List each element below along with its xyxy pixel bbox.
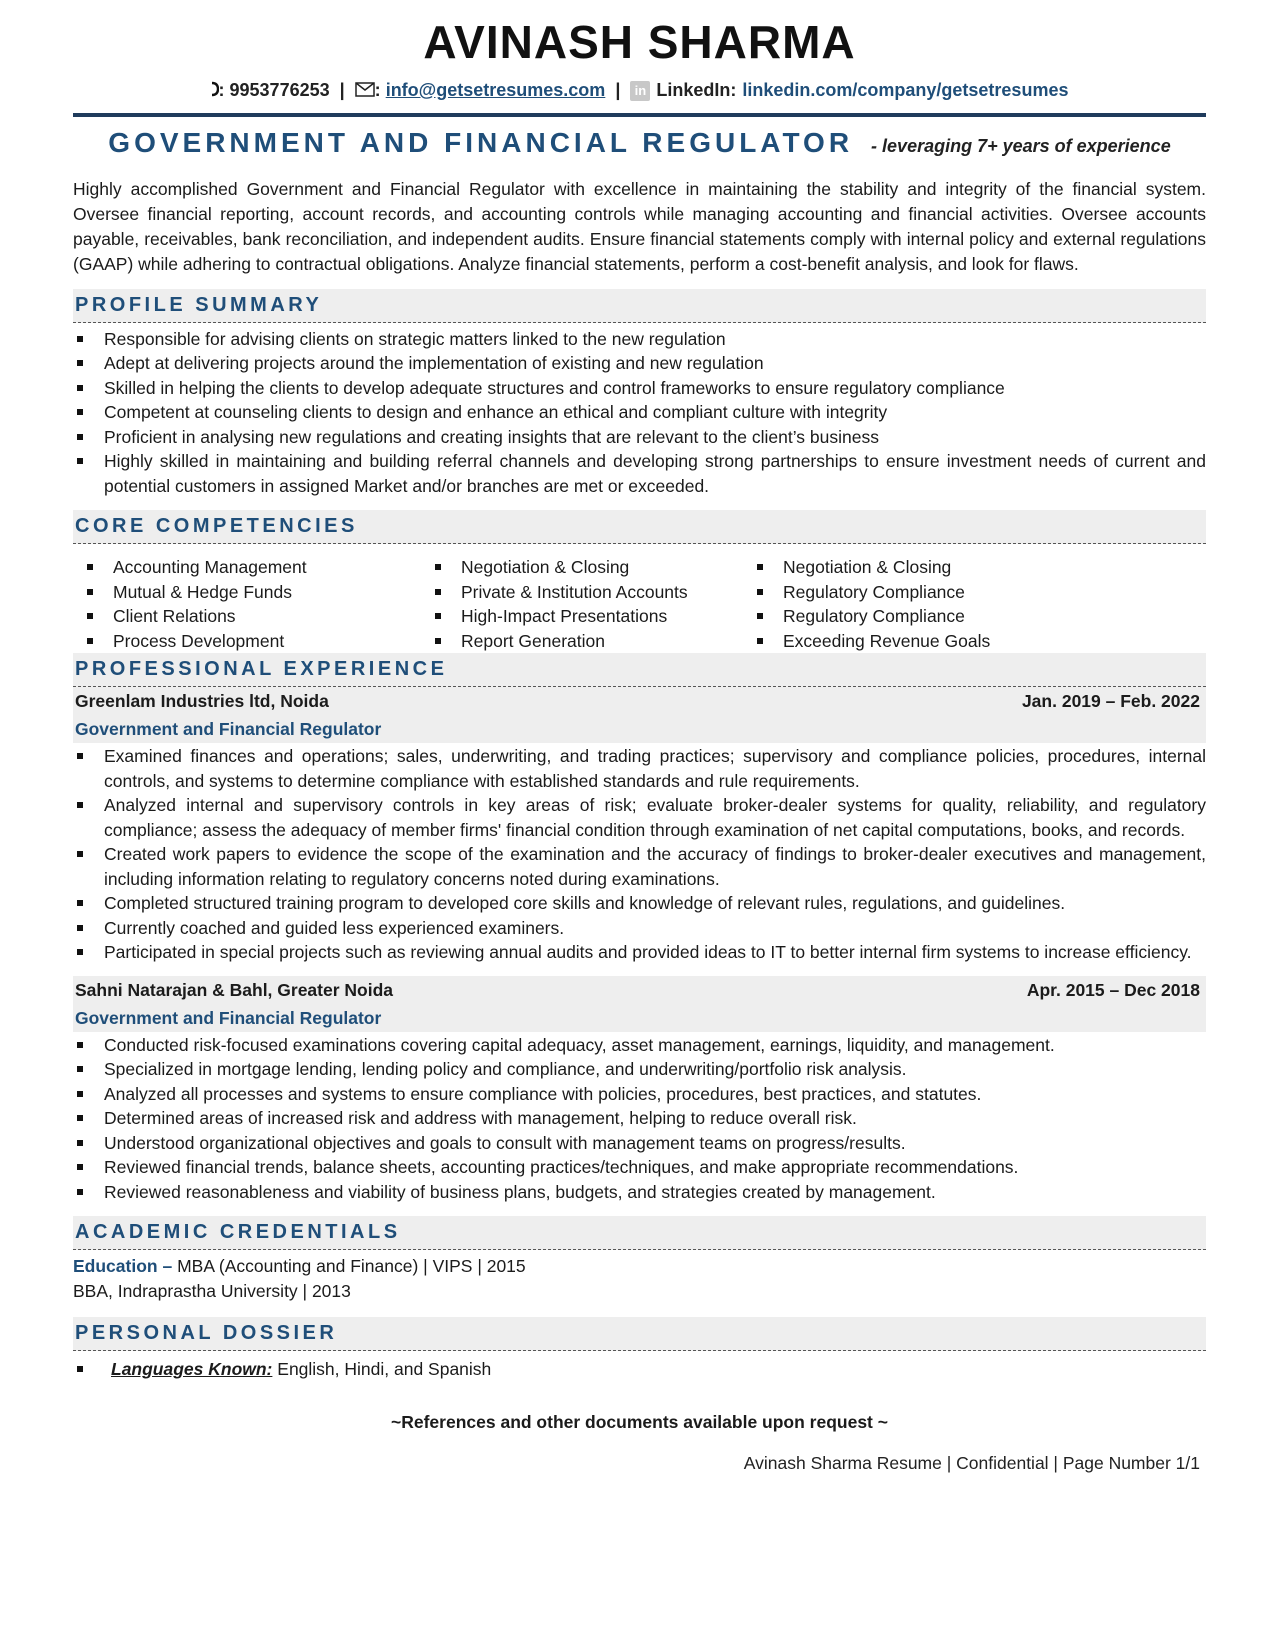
section-heading-professional-experience: PROFESSIONAL EXPERIENCE bbox=[73, 653, 1206, 687]
education-degree-1: MBA (Accounting and Finance) | VIPS | 2015 bbox=[177, 1256, 526, 1277]
competencies-grid bbox=[73, 555, 1206, 653]
job-title: GOVERNMENT AND FINANCIAL REGULATOR bbox=[108, 126, 854, 158]
profile-summary-list bbox=[73, 327, 1206, 499]
competency-item: Exceeding Revenue Goals bbox=[743, 629, 990, 654]
competency-item: Process Development bbox=[73, 629, 421, 654]
competencies-column-2 bbox=[421, 555, 743, 653]
job-dates: Apr. 2015 – Dec 2018 bbox=[1026, 979, 1200, 1000]
email-link[interactable]: info@getsetresumes.com bbox=[385, 80, 606, 100]
competency-item: High-Impact Presentations bbox=[421, 604, 743, 629]
header-divider bbox=[73, 113, 1206, 117]
education-entry bbox=[73, 1254, 1206, 1303]
email-entry bbox=[355, 80, 606, 102]
envelope-icon bbox=[355, 81, 375, 102]
job-duties-list bbox=[73, 744, 1206, 965]
competencies-column-1 bbox=[73, 555, 421, 653]
competencies-column-3 bbox=[743, 555, 990, 653]
resume-page bbox=[73, 0, 1206, 1474]
list-item: Specialized in mortgage lending, lending policy and compliance, and underwriting/portfolio risk analysis. bbox=[73, 1057, 1206, 1082]
list-item bbox=[73, 1357, 1206, 1382]
contact-line bbox=[73, 80, 1206, 102]
competency-item: Client Relations bbox=[73, 604, 421, 629]
job-dates: Jan. 2019 – Feb. 2022 bbox=[1021, 691, 1200, 712]
phone-icon bbox=[211, 81, 219, 102]
competency-item: Report Generation bbox=[421, 629, 743, 654]
linkedin-link[interactable]: linkedin.com/company/getsetresumes bbox=[742, 80, 1069, 101]
competency-item: Mutual & Hedge Funds bbox=[73, 580, 421, 605]
phone-entry bbox=[211, 80, 330, 102]
job-header bbox=[73, 976, 1206, 1004]
tagline: - leveraging 7+ years of experience bbox=[871, 135, 1171, 156]
list-item: Adept at delivering projects around the implementation of existing and new regulation bbox=[73, 351, 1206, 376]
candidate-name: AVINASH SHARMA bbox=[423, 16, 856, 68]
competency-item: Negotiation & Closing bbox=[421, 555, 743, 580]
list-item: Understood organizational objectives and goals to consult with management teams on progress/results. bbox=[73, 1131, 1206, 1156]
competency-item: Negotiation & Closing bbox=[743, 555, 990, 580]
section-heading-personal-dossier: PERSONAL DOSSIER bbox=[73, 1317, 1206, 1351]
section-heading-profile-summary: PROFILE SUMMARY bbox=[73, 289, 1206, 323]
email-label: : bbox=[374, 80, 381, 100]
linkedin-label: LinkedIn: bbox=[656, 80, 737, 101]
competency-item: Regulatory Compliance bbox=[743, 580, 990, 605]
headline bbox=[73, 127, 1206, 159]
list-item: Conducted risk-focused examinations covering capital adequacy, asset management, earnings, liquidity, and management. bbox=[73, 1033, 1206, 1058]
list-item: Currently coached and guided less experienced examiners. bbox=[73, 916, 1206, 941]
company-name: Greenlam Industries ltd, Noida bbox=[75, 691, 329, 712]
references-note: ~References and other documents available upon request ~ bbox=[391, 1411, 888, 1432]
section-heading-core-competencies: CORE COMPETENCIES bbox=[73, 510, 1206, 544]
separator: | bbox=[339, 80, 345, 101]
education-label: Education – bbox=[73, 1256, 173, 1277]
education-line-1 bbox=[73, 1254, 1206, 1279]
list-item: Highly skilled in maintaining and building referral channels and developing strong partnerships to ensure investment needs of current and potential customers in assigned Market and/or branches are met or exceeded. bbox=[73, 449, 1206, 498]
job-role: Government and Financial Regulator bbox=[73, 1004, 1206, 1032]
page-footer: Avinash Sharma Resume | Confidential | Page Number 1/1 bbox=[743, 1452, 1200, 1473]
list-item: Created work papers to evidence the scope of the examination and the accuracy of findings to broker-dealer executives and management, including information relating to regulatory concerns noted during examinations. bbox=[73, 842, 1206, 891]
languages-value: English, Hindi, and Spanish bbox=[277, 1359, 492, 1380]
separator: | bbox=[615, 80, 621, 101]
list-item: Determined areas of increased risk and address with management, helping to reduce overall risk. bbox=[73, 1106, 1206, 1131]
list-item: Completed structured training program to developed core skills and knowledge of relevant rules, regulations, and guidelines. bbox=[73, 891, 1206, 916]
list-item: Competent at counseling clients to design and enhance an ethical and compliant culture with integrity bbox=[73, 400, 1206, 425]
list-item: Skilled in helping the clients to develop adequate structures and control frameworks to ensure regulatory compliance bbox=[73, 376, 1206, 401]
intro-paragraph: Highly accomplished Government and Financial Regulator with excellence in maintaining the stability and integrity of the financial system. Oversee financial reporting, account records, and accounting controls while managing accounting and financial activities. Oversee accounts payable, receivables, bank reconciliation, and independent audits. Ensure financial statements comply with internal policy and external regulations (GAAP) while adhering to contractual obligations. Analyze financial statements, perform a cost-benefit analysis, and look for flaws. bbox=[73, 178, 1206, 274]
competency-item: Regulatory Compliance bbox=[743, 604, 990, 629]
competency-item: Accounting Management bbox=[73, 555, 421, 580]
list-item: Reviewed reasonableness and viability of business plans, budgets, and strategies created by management. bbox=[73, 1180, 1206, 1205]
job-header bbox=[73, 687, 1206, 715]
education-degree-2: BBA, Indraprastha University | 2013 bbox=[73, 1280, 351, 1301]
list-item: Responsible for advising clients on strategic matters linked to the new regulation bbox=[73, 327, 1206, 352]
list-item: Participated in special projects such as reviewing annual audits and provided ideas to IT to better internal firm systems to increase efficiency. bbox=[73, 940, 1206, 965]
job-duties-list bbox=[73, 1033, 1206, 1205]
list-item: Examined finances and operations; sales, underwriting, and trading practices; supervisory and compliance policies, procedures, internal controls, and systems to determine compliance with established standards and rule requirements. bbox=[73, 744, 1206, 793]
list-item: Proficient in analysing new regulations and creating insights that are relevant to the client’s business bbox=[73, 425, 1206, 450]
company-name: Sahni Natarajan & Bahl, Greater Noida bbox=[75, 979, 394, 1000]
phone-number: : 9953776253 bbox=[218, 80, 330, 100]
competency-item: Private & Institution Accounts bbox=[421, 580, 743, 605]
job-role: Government and Financial Regulator bbox=[73, 715, 1206, 743]
personal-list bbox=[73, 1357, 1206, 1382]
section-heading-academic-credentials: ACADEMIC CREDENTIALS bbox=[73, 1216, 1206, 1250]
list-item: Reviewed financial trends, balance sheets, accounting practices/techniques, and make appropriate recommendations. bbox=[73, 1155, 1206, 1180]
languages-label: Languages Known: bbox=[111, 1359, 273, 1380]
list-item: Analyzed internal and supervisory controls in key areas of risk; evaluate broker-dealer systems for quality, reliability, and regulatory compliance; assess the adequacy of member firms' financial condition through examination of net capital computations, books, and records. bbox=[73, 793, 1206, 842]
list-item: Analyzed all processes and systems to ensure compliance with policies, procedures, best practices, and statutes. bbox=[73, 1082, 1206, 1107]
linkedin-icon: in bbox=[630, 81, 650, 101]
